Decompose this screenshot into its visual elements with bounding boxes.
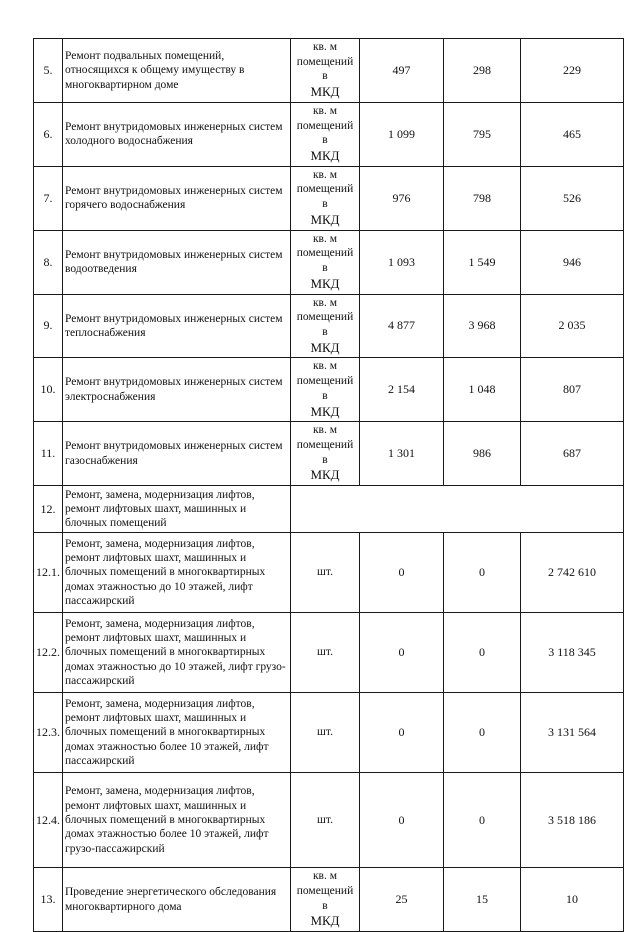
row-number: 10. [34,358,63,422]
value-3: 2 035 [521,294,624,358]
value-1: 0 [360,693,444,773]
value-2: 0 [444,533,521,613]
table-row [34,102,624,166]
row-number: 12.2. [34,613,63,693]
row-number: 12.1. [34,533,63,613]
table-row [34,868,624,932]
table-row [34,693,624,773]
unit-cell: кв. м помещений в МКД [291,102,360,166]
value-3: 687 [521,422,624,486]
work-name: Ремонт внутридомовых инженерных систем горячего водоснабжения [63,166,291,230]
work-name: Ремонт внутридомовых инженерных систем электроснабжения [63,358,291,422]
table-row [34,422,624,486]
value-1: 0 [360,533,444,613]
value-2: 15 [444,868,521,932]
unit-cell: кв. м помещений в МКД [291,39,360,103]
work-name: Ремонт, замена, модернизация лифтов, ремонт лифтовых шахт, машинных и блочных помещений в многоквартирных домах этажностью до 10 этажей, лифт грузо-пассажирский [63,613,291,693]
unit-cell: кв. м помещений в МКД [291,358,360,422]
table-row [34,773,624,868]
value-1: 4 877 [360,294,444,358]
table-row-group [34,486,624,533]
row-number: 6. [34,102,63,166]
value-3: 526 [521,166,624,230]
value-3: 807 [521,358,624,422]
value-1: 976 [360,166,444,230]
unit-cell: шт. [291,693,360,773]
value-2: 0 [444,773,521,868]
value-3: 3 518 186 [521,773,624,868]
value-1: 0 [360,773,444,868]
work-name: Ремонт, замена, модернизация лифтов, ремонт лифтовых шахт, машинных и блочных помещений [63,486,291,533]
value-2: 3 968 [444,294,521,358]
unit-cell: кв. м помещений в МКД [291,294,360,358]
value-2: 0 [444,693,521,773]
unit-cell: кв. м помещений в МКД [291,230,360,294]
work-name: Ремонт внутридомовых инженерных систем теплоснабжения [63,294,291,358]
work-name: Проведение энергетического обследования многоквартирного дома [63,868,291,932]
value-1: 497 [360,39,444,103]
row-number: 13. [34,868,63,932]
work-name: Ремонт подвальных помещений, относящихся к общему имуществу в многоквартирном доме [63,39,291,103]
value-2: 795 [444,102,521,166]
value-3: 2 742 610 [521,533,624,613]
unit-cell: шт. [291,613,360,693]
empty-cell [291,486,624,533]
row-number: 11. [34,422,63,486]
row-number: 5. [34,39,63,103]
value-2: 986 [444,422,521,486]
value-3: 946 [521,230,624,294]
work-name: Ремонт, замена, модернизация лифтов, ремонт лифтовых шахт, машинных и блочных помещений в многоквартирных домах этажностью более 10 этажей, лифт пассажирский [63,693,291,773]
work-name: Ремонт, замена, модернизация лифтов, ремонт лифтовых шахт, машинных и блочных помещений в многоквартирных домах этажностью до 10 этажей, лифт пассажирский [63,533,291,613]
row-number: 9. [34,294,63,358]
value-3: 229 [521,39,624,103]
works-table [33,38,624,932]
unit-cell: шт. [291,773,360,868]
unit-cell: шт. [291,533,360,613]
row-number: 12. [34,486,63,533]
value-1: 2 154 [360,358,444,422]
value-2: 798 [444,166,521,230]
table-row [34,533,624,613]
table-row [34,39,624,103]
work-name: Ремонт внутридомовых инженерных систем холодного водоснабжения [63,102,291,166]
row-number: 12.3. [34,693,63,773]
unit-cell: кв. м помещений в МКД [291,422,360,486]
value-1: 25 [360,868,444,932]
value-1: 1 093 [360,230,444,294]
value-3: 10 [521,868,624,932]
value-2: 1 549 [444,230,521,294]
table-row [34,230,624,294]
value-2: 298 [444,39,521,103]
work-name: Ремонт внутридомовых инженерных систем газоснабжения [63,422,291,486]
table-row [34,613,624,693]
table-row [34,166,624,230]
value-1: 1 301 [360,422,444,486]
work-name: Ремонт внутридомовых инженерных систем водоотведения [63,230,291,294]
work-name: Ремонт, замена, модернизация лифтов, ремонт лифтовых шахт, машинных и блочных помещений в многоквартирных домах этажностью более 10 этажей, лифт грузо-пассажирский [63,773,291,868]
value-2: 1 048 [444,358,521,422]
value-3: 3 118 345 [521,613,624,693]
value-2: 0 [444,613,521,693]
row-number: 12.4. [34,773,63,868]
value-1: 1 099 [360,102,444,166]
unit-cell: кв. м помещений в МКД [291,868,360,932]
value-3: 465 [521,102,624,166]
value-1: 0 [360,613,444,693]
table-row [34,294,624,358]
row-number: 8. [34,230,63,294]
unit-cell: кв. м помещений в МКД [291,166,360,230]
value-3: 3 131 564 [521,693,624,773]
table-row [34,358,624,422]
row-number: 7. [34,166,63,230]
